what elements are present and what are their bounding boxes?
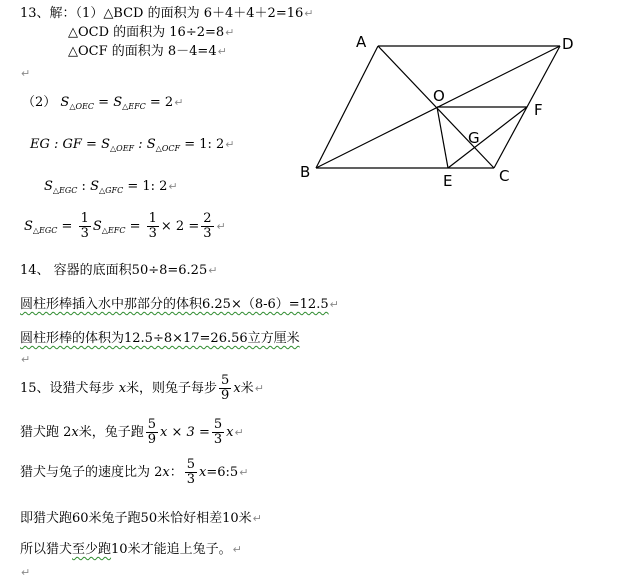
- label-f: F: [534, 101, 543, 119]
- q13-eq1: （2） $S_{\triangle OEC} = S_{\triangle EFC}$ = 2↵: [22, 95, 184, 111]
- q14-line2: 圆柱形棒的体积为12.5÷8×17=26.56立方厘米: [20, 331, 300, 346]
- q14-line1: 圆柱形棒插入水中那部分的体积6.25×（8-6）=12.5↵: [20, 297, 339, 312]
- segment-dc: [494, 46, 560, 168]
- q15-line3: 猎犬与兔子的速度比为 2x： $\frac{5}{3}$ x=6:5↵: [20, 457, 249, 487]
- label-g: G: [468, 129, 480, 147]
- q15-line5: 所以猎犬至少跑10米才能追上兔子。↵: [20, 542, 242, 557]
- label-d: D: [562, 35, 574, 53]
- q13-eq2: EG : GF = $S_{\triangle OEF}$ : $S_{\triangle OCF} = 1$: 2↵: [30, 137, 235, 153]
- q15-line1: 15、设猎犬每步 x米，则兔子每步 $\frac{5}{9}$ x米↵: [20, 373, 264, 403]
- q13-header: 13、解：（1）△BCD 的面积为 6＋4＋4＋2=16↵: [20, 6, 314, 21]
- segment-ef: [448, 107, 527, 168]
- q13-eq3: $S_{\triangle EGC}$ : $S_{\triangle GFC} = 1$: 2↵: [44, 179, 178, 195]
- label-c: C: [499, 167, 510, 185]
- label-o: O: [433, 87, 445, 105]
- segment-ac: [378, 46, 494, 168]
- segment-bd: [316, 46, 560, 168]
- q15-line4: 即猎犬跑60米兔子跑50米恰好相差10米↵: [20, 511, 262, 526]
- q14-header: 14、 容器的底面积50÷8=6.25↵: [20, 263, 218, 278]
- q13-ocd-line: △OCD 的面积为 16÷2=8↵: [68, 25, 235, 40]
- blank-line: ↵: [21, 566, 31, 579]
- q15-line2: 猎犬跑 2x米，兔子跑 $\frac{5}{9}$ x × 3 = $\frac{5}{3}$ x↵: [20, 417, 244, 447]
- label-e: E: [443, 172, 453, 190]
- segment-ab: [316, 46, 378, 168]
- blank-line: ↵: [21, 353, 31, 366]
- blank-line: ↵: [21, 67, 31, 80]
- q13-eq4: $S_{\triangle EGC}$ = $\frac{1}{3}$ $S_{\triangle EFC}$ = $\frac{1}{3}$ × 2 = $\frac{2}{3}$ ↵: [24, 211, 226, 241]
- label-a: A: [356, 33, 367, 51]
- q13-ocf-line: △OCF 的面积为 8－4=4↵: [68, 44, 227, 59]
- label-b: B: [300, 163, 311, 181]
- segment-oe: [437, 107, 448, 168]
